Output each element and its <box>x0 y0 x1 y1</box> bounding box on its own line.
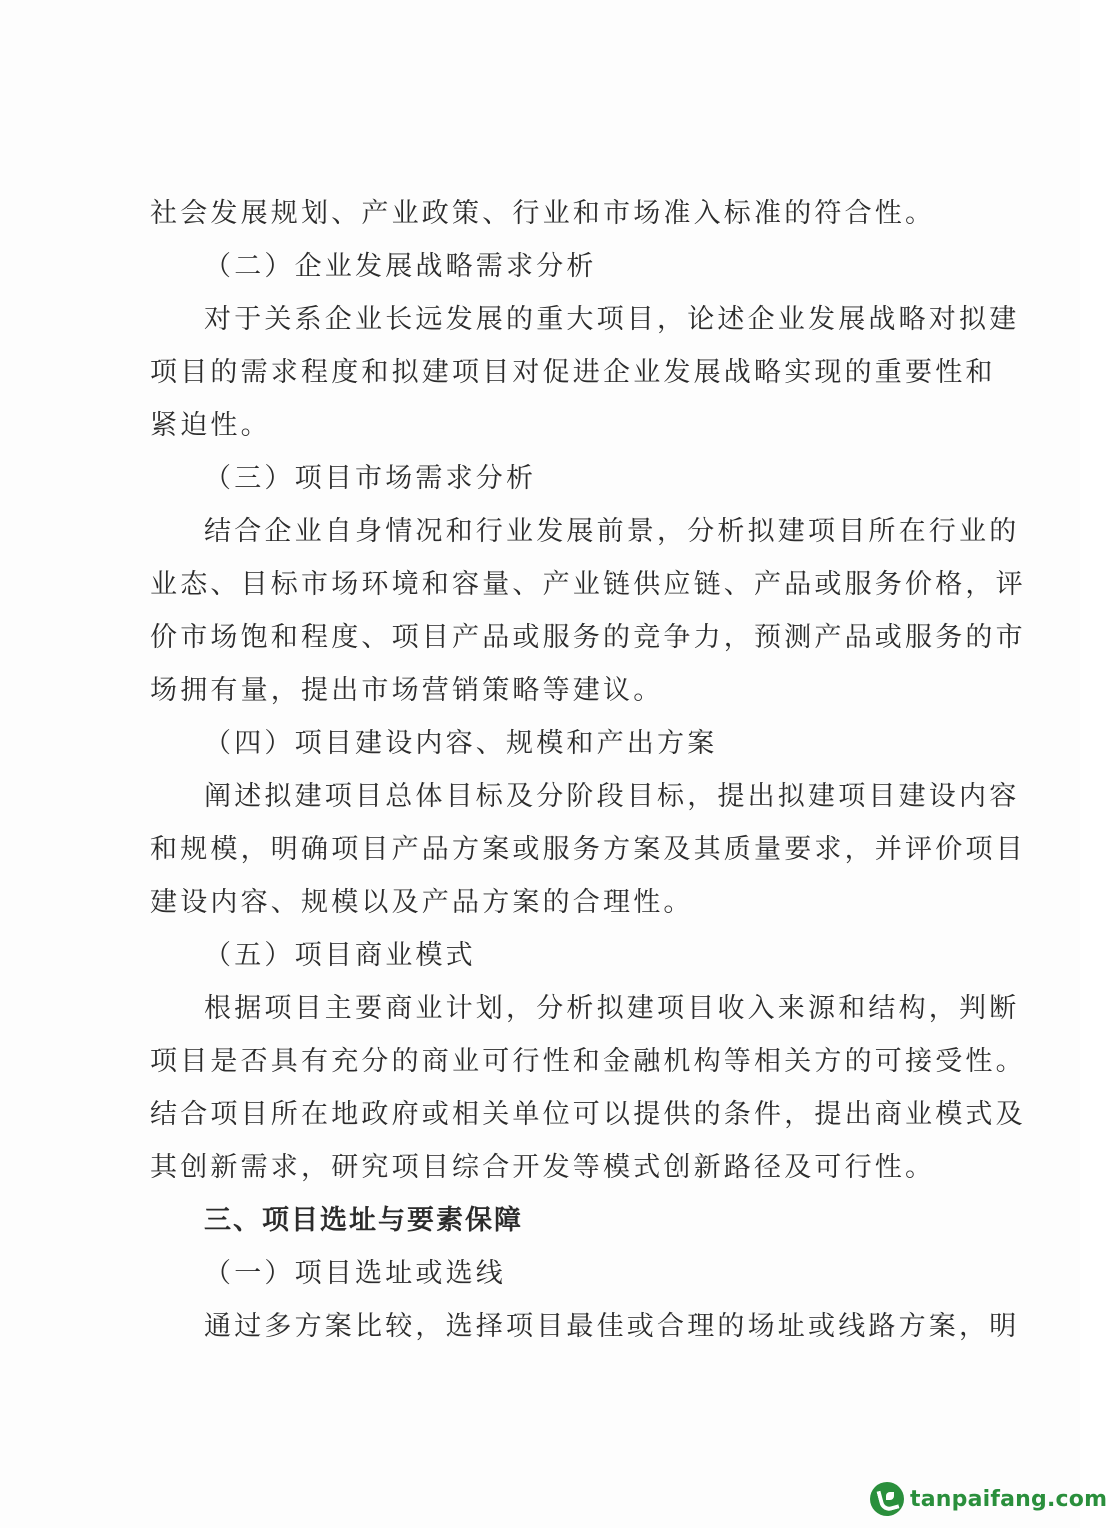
watermark <box>870 1477 1107 1521</box>
paragraph-line: 紧迫性。 <box>150 410 271 441</box>
subsection-heading: （四）项目建设内容、规模和产出方案 <box>204 728 718 759</box>
paragraph-line: 结合企业自身情况和行业发展前景，分析拟建项目所在行业的 <box>204 516 1020 547</box>
paragraph-line: 和规模，明确项目产品方案或服务方案及其质量要求，并评价项目 <box>150 834 1026 865</box>
paragraph-line: 其创新需求，研究项目综合开发等模式创新路径及可行性。 <box>150 1152 936 1183</box>
watermark-text: tanpaifang.com <box>910 1486 1107 1512</box>
subsection-heading: （二）企业发展战略需求分析 <box>204 251 597 282</box>
paragraph-line: 价市场饱和程度、项目产品或服务的竞争力，预测产品或服务的市 <box>150 622 1026 653</box>
paragraph-line: 阐述拟建项目总体目标及分阶段目标，提出拟建项目建设内容 <box>204 781 1020 812</box>
section-heading: 三、项目选址与要素保障 <box>204 1205 523 1236</box>
paragraph-line: 结合项目所在地政府或相关单位可以提供的条件，提出商业模式及 <box>150 1099 1026 1130</box>
paragraph-line: 根据项目主要商业计划，分析拟建项目收入来源和结构，判断 <box>204 993 1020 1024</box>
paragraph-line: 社会发展规划、产业政策、行业和市场准入标准的符合性。 <box>150 198 936 229</box>
subsection-heading: （一）项目选址或选线 <box>204 1258 506 1289</box>
subsection-heading: （五）项目商业模式 <box>204 940 476 971</box>
paragraph-line: 业态、目标市场环境和容量、产业链供应链、产品或服务价格，评 <box>150 569 1026 600</box>
paragraph-line: 建设内容、规模以及产品方案的合理性。 <box>150 887 694 918</box>
leaf-logo-icon <box>870 1482 904 1516</box>
paragraph-line: 场拥有量，提出市场营销策略等建议。 <box>150 675 664 706</box>
paragraph-line: 通过多方案比较，选择项目最佳或合理的场址或线路方案，明 <box>204 1311 1020 1342</box>
paragraph-line: 项目的需求程度和拟建项目对促进企业发展战略实现的重要性和 <box>150 357 996 388</box>
paragraph-line: 对于关系企业长远发展的重大项目，论述企业发展战略对拟建 <box>204 304 1020 335</box>
subsection-heading: （三）项目市场需求分析 <box>204 463 537 494</box>
paragraph-line: 项目是否具有充分的商业可行性和金融机构等相关方的可接受性。 <box>150 1046 1026 1077</box>
